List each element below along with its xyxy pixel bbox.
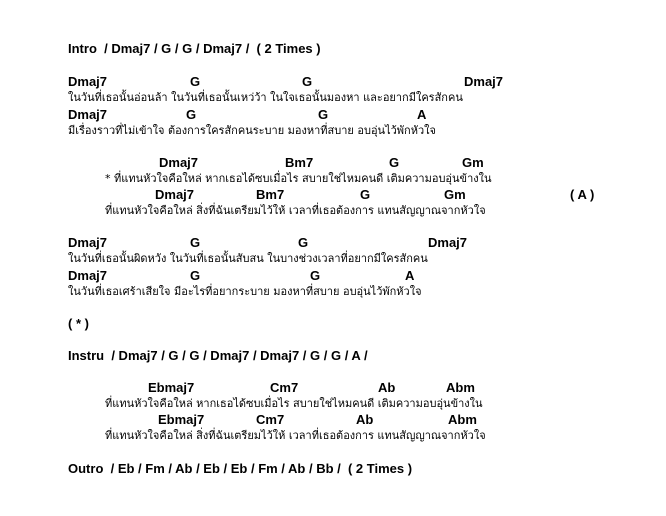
chord: G	[190, 235, 201, 250]
chord: Cm7	[270, 380, 299, 395]
chord: Ebmaj7	[148, 380, 195, 395]
lyric-line: มีเรื่องราวที่ไม่เข้าใจ ต้องการใครสักคนระบาย มองหาที่สบาย อบอุ่นไว้พักหัวใจ	[68, 124, 436, 137]
chord: Dmaj7	[155, 187, 195, 202]
chord: Ab	[378, 380, 396, 395]
chord: G	[298, 235, 309, 250]
chord: G	[310, 268, 321, 283]
chord: ( A )	[570, 187, 595, 202]
chord: G	[302, 74, 313, 89]
chord: Ebmaj7	[158, 412, 205, 427]
chord: Bm7	[285, 155, 314, 170]
chord: Ab	[356, 412, 374, 427]
repeat-mark: ( * )	[68, 316, 89, 331]
chord: A	[405, 268, 415, 283]
lyric-line: ที่แทนหัวใจคือใหล่ หากเธอได้ซบเมื่อไร สบายใช่ไหมคนดี เติมความอบอุ่นข้างใน	[105, 397, 483, 410]
chord: Abm	[448, 412, 477, 427]
chord: Bm7	[256, 187, 285, 202]
lyric-line: ในวันที่เธอเศร้าเสียใจ มีอะไรที่อยากระบาย มองหาที่สบาย อบอุ่นไว้พักหัวใจ	[68, 285, 422, 298]
chord: G	[389, 155, 400, 170]
chord: Dmaj7	[68, 74, 108, 89]
instru-line: Instru / Dmaj7 / G / G / Dmaj7 / Dmaj7 / G / G / A /	[68, 348, 368, 363]
chord: Dmaj7	[68, 268, 108, 283]
chord: G	[190, 268, 201, 283]
chord: Gm	[462, 155, 484, 170]
outro-line: Outro / Eb / Fm / Ab / Eb / Eb / Fm / Ab / Bb / ( 2 Times )	[68, 461, 413, 476]
chord: A	[417, 107, 427, 122]
lyric-line: * ที่แทนหัวใจคือใหล่ หากเธอได้ซบเมื่อไร สบายใช่ไหมคนดี เติมความอบอุ่นข้างใน	[105, 172, 492, 185]
chord: G	[360, 187, 371, 202]
lyric-line: ในวันที่เธอนั้นผิดหวัง ในวันที่เธอนั้นสับสน ในบางช่วงเวลาที่อยากมีใครสักคน	[68, 252, 428, 265]
chord: Dmaj7	[68, 235, 108, 250]
chord: Cm7	[256, 412, 285, 427]
chord: G	[190, 74, 201, 89]
lyric-line: ที่แทนหัวใจคือใหล่ สิ่งที่ฉันเตรียมไว้ให้ เวลาที่เธอต้องการ แทนสัญญาณจากหัวใจ	[105, 204, 486, 217]
chord: Dmaj7	[159, 155, 199, 170]
lyric-line: ในวันที่เธอนั้นอ่อนล้า ในวันที่เธอนั้นเหว่ว้า ในใจเธอนั้นมองหา และอยากมีใครสักคน	[68, 91, 463, 104]
chord: Dmaj7	[428, 235, 468, 250]
chord: Dmaj7	[68, 107, 108, 122]
chord: Gm	[444, 187, 466, 202]
lyric-line: ที่แทนหัวใจคือใหล่ สิ่งที่ฉันเตรียมไว้ให้ เวลาที่เธอต้องการ แทนสัญญาณจากหัวใจ	[105, 429, 486, 442]
intro-line: Intro / Dmaj7 / G / G / Dmaj7 / ( 2 Times )	[68, 41, 321, 56]
chord: Dmaj7	[464, 74, 504, 89]
chord: G	[318, 107, 329, 122]
chord: Abm	[446, 380, 475, 395]
chord: G	[186, 107, 197, 122]
